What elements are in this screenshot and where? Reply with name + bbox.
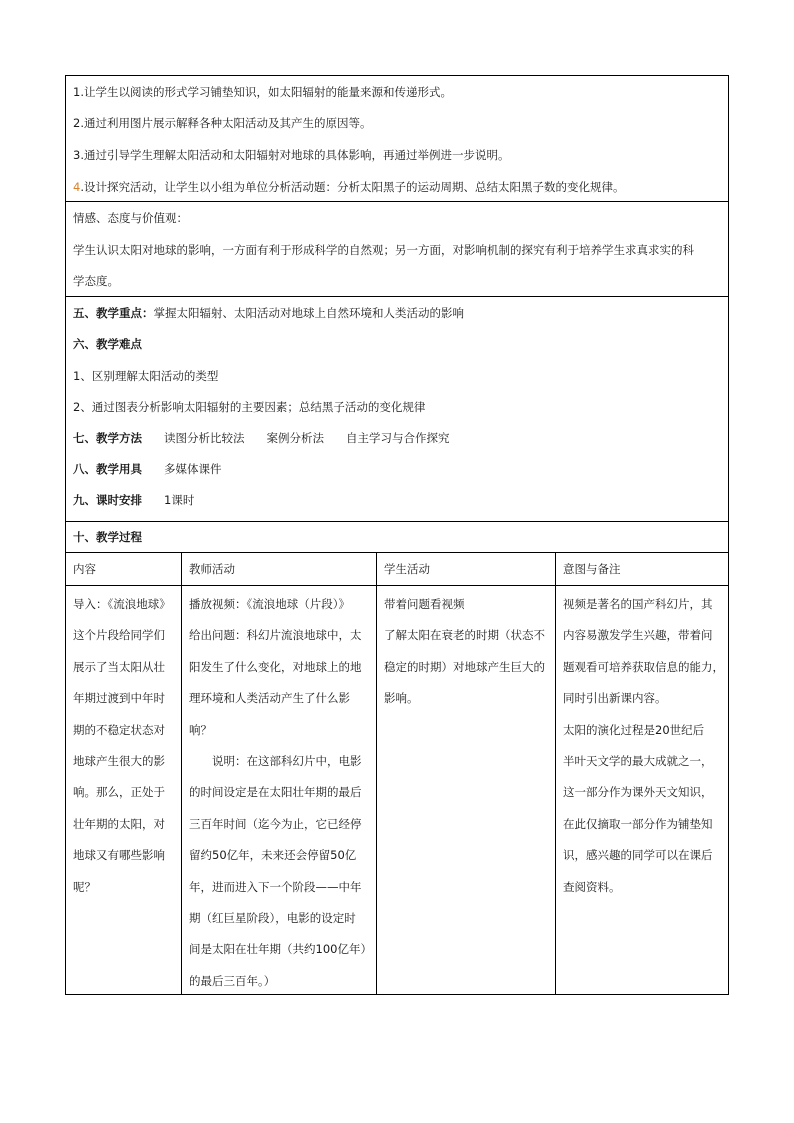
methods: 七、教学方法 读图分析比较法 案例分析法 自主学习与合作探究: [73, 431, 450, 445]
notes-line: 识，感兴趣的同学可以在课后: [563, 848, 713, 863]
content-line: 展示了当太阳从壮: [73, 659, 165, 674]
notes-line: 在此仅摘取一部分作为铺垫知: [563, 816, 713, 831]
content-cell: [73, 589, 177, 903]
student-line: 带着问题看视频: [384, 597, 465, 611]
teacher-line: 说明：在这部科幻片中，电影: [189, 754, 362, 769]
content-line: 地球又有哪些影响: [73, 848, 165, 863]
notes-line: 半叶天文学的最大成就之一，: [563, 754, 713, 769]
student-line: 影响。: [384, 691, 419, 706]
teacher-line: 响？: [189, 722, 212, 737]
content-line: 期的不稳定状态对: [73, 722, 165, 737]
notes-line: 太阳的演化过程是20世纪后: [563, 722, 705, 737]
notes-line: 查阅资料。: [563, 879, 621, 894]
objective-item-4: 4.设计探究活动，让学生以小组为单位分析活动题：分析太阳黑子的运动周期、总结太阳黑子数的变化规律。: [73, 180, 625, 194]
content-line: 响。那么，正处于: [73, 785, 165, 800]
difficulty-1: 1、区别理解太阳活动的类型: [73, 369, 219, 383]
notes-line: 内容易激发学生兴趣，带着问: [563, 628, 713, 643]
teacher-line: 理环境和人类活动产生了什么影: [189, 691, 350, 706]
content-line: 地球产生很大的影: [73, 754, 165, 769]
tools: 八、教学用具 多媒体课件: [73, 462, 222, 476]
notes-cell: [563, 589, 727, 903]
process-title: 十、教学过程: [73, 530, 142, 544]
notes-line: 这一部分作为课外天文知识，: [563, 785, 713, 800]
content-line: 这个片段给同学们: [73, 628, 165, 643]
teacher-line: 的时间设定是在太阳壮年期的最后: [189, 785, 362, 800]
teacher-line: 间是太阳在壮年期（共约100亿年）: [189, 942, 372, 957]
emotion-line-1: 学生认识太阳对地球的影响，一方面有利于形成科学的自然观；另一方面，对影响机制的探究有利于培养学生求真求实的科: [73, 243, 694, 257]
teacher-line: 期（红巨星阶段），电影的设定时: [189, 911, 356, 926]
header-teacher: 教师活动: [189, 562, 235, 576]
column-divider-3: [555, 552, 556, 995]
difficulties-heading: 六、教学难点: [73, 337, 142, 351]
difficulty-2: 2、通过图表分析影响太阳辐射的主要因素；总结黑子活动的变化规律: [73, 400, 426, 414]
objective-item-1: 1.让学生以阅读的形式学习铺垫知识，如太阳辐射的能量来源和传递形式。: [73, 85, 452, 99]
schedule: 九、课时安排 1课时: [73, 493, 195, 507]
teacher-cell: [189, 589, 373, 997]
header-content: 内容: [73, 562, 96, 576]
content-line: 壮年期的太阳，对: [73, 816, 165, 831]
notes-line: 同时引出新课内容。: [563, 691, 667, 706]
process-title-box: [65, 521, 729, 553]
emotion-heading: 情感、态度与价值观：: [73, 211, 188, 225]
notes-line: 视频是著名的国产科幻片，其: [563, 597, 713, 611]
header-student: 学生活动: [384, 562, 430, 576]
column-divider-2: [376, 552, 377, 995]
notes-line: 题观看可培养获取信息的能力，: [563, 659, 724, 674]
student-line: 了解太阳在衰老的时期（状态不: [384, 628, 545, 643]
table-header-divider: [65, 585, 729, 586]
emotion-line-2: 学态度。: [73, 274, 119, 288]
header-notes: 意图与备注: [563, 562, 621, 576]
student-cell: [384, 589, 552, 715]
teacher-line: 留约50亿年，未来还会停留50亿: [189, 848, 357, 863]
column-divider-1: [181, 552, 182, 995]
teacher-line: 给出问题：科幻片流浪地球中，太: [189, 628, 362, 643]
objective-item-2: 2.通过利用图片展示解释各种太阳活动及其产生的原因等。: [73, 116, 372, 130]
content-line: 呢？: [73, 879, 96, 894]
key-points: 五、教学重点：掌握太阳辐射、太阳活动对地球上自然环境和人类活动的影响: [73, 306, 464, 320]
teacher-line: 播放视频：《流浪地球（片段）》: [189, 597, 350, 611]
student-line: 稳定的时期）对地球产生巨大的: [384, 659, 545, 674]
teacher-line: 的最后三百年。）: [189, 973, 276, 988]
objective-item-3: 3.通过引导学生理解太阳活动和太阳辐射对地球的具体影响，再通过举例进一步说明。: [73, 148, 510, 162]
teacher-line: 三百年时间（迄今为止，它已经停: [189, 816, 362, 831]
teacher-line: 年，进而进入下一个阶段——中年: [189, 879, 362, 894]
content-line: 导入：《流浪地球》: [73, 597, 171, 611]
content-line: 年期过渡到中年时: [73, 691, 165, 706]
teacher-line: 阳发生了什么变化，对地球上的地: [189, 659, 362, 674]
